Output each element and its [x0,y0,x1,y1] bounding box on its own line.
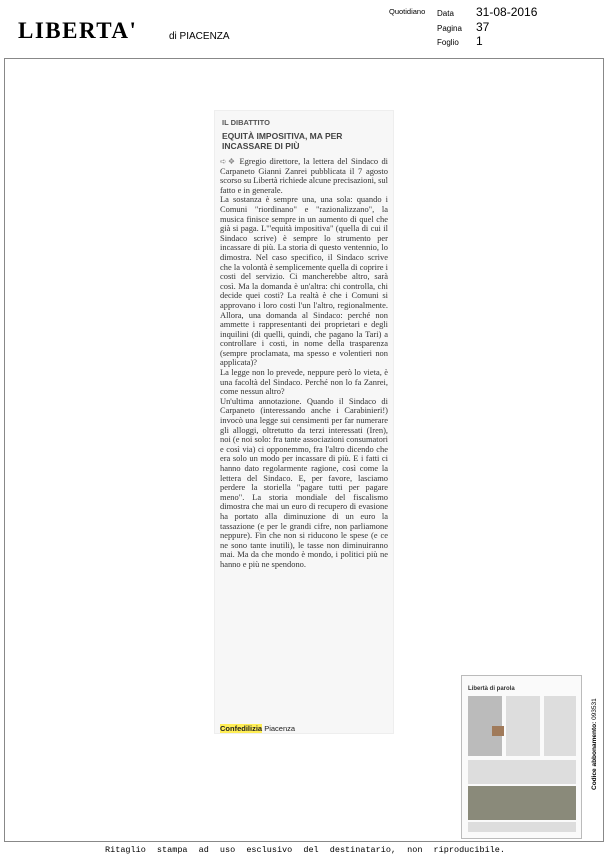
signature-organization: Confedilizia [220,724,263,733]
newspaper-logo-subtitle: di PIACENZA [169,31,230,42]
article-paragraph: La sostanza è sempre una, una sola: quando i Comuni "riordinano" e "razionalizzano", la musica finisce sempre in un aumento di quel che già si paga. L'"equità impositiva" (quella di cui il Sindaco scrive) è sempre lo strumento per incassare di più. La storia di questo ventennio, lo dimostra. Nel caso specifico, il Sindaco scrive che la volontà è semplicemente quella di coprire i costi del servizio. Ci mancherebbe altro, sarà così. Ma la domanda è un'altra: chi controlla, chi decide quei costi? La realtà è che i Comuni si approvano i loro costi l'un l'altro, regionalmente. Allora, una domanda al Sindaco: perché non ammette i rappresentanti dei proprietari e degli inquilini (di quelli, quindi, che pagano la Tari) a controllare i costi, in nome della trasparenza (sempre proclamata, ma spesso e volentieri non applicata)? [220,194,388,368]
publication-frequency: Quotidiano [389,7,426,16]
footer-notice: Ritaglio stampa ad uso esclusivo del destinatario, non riproducibile. [105,845,505,855]
page-value: 37 [476,20,490,34]
subscription-code: Codice abbonamento: 093531 [591,698,598,790]
article-headline: EQUITÀ IMPOSITIVA, MA PER INCASSARE DI PIÙ [222,131,343,151]
newspaper-logo: LIBERTA' [18,18,138,43]
sheet-value: 1 [476,34,483,48]
page-header [0,0,610,52]
date-label: Data [437,9,454,18]
thumbnail-masthead: Libertà di parola [468,686,515,692]
page-thumbnail [461,675,582,839]
article-paragraph: Un'ultima annotazione. Quando il Sindaco di Carpaneto (interessando anche i Carabinieri!) invocò una legge sui censimenti per far numerare gli alloggi, oltretutto da terzi interessati (Iren), noi (e noi solo: fra tante associazioni consumatori e così via) ci opponemmo, fra l'altro dicendo che era solo un modo per incassare di più. E i fatti ci hanno dato regolarmente ragione, così come la lettera del Sindaco. E, per favore, lasciamo perdere la storiella "pagare tutti per pagare meno". La storia mondiale del fiscalismo dimostra che mai un euro di recupero di evasione ha portato alla diminuzione di un euro la tassazione (e per le grandi cifre, non parliamone neppure). Fin che non si riducono le spese (e ce ne sono tante inutili), le tasse non diminuiranno mai. Ma da che mondo è mondo, i politici più ne hanno e più ne spendono. [220,395,389,569]
article-paragraph: ➪❖ Egregio direttore, la lettera del Sindaco di Carpaneto Gianni Zanrei pubblicata il 7 agosto scorso su Libertà richiede alcune precisazioni, sul fatto e in generale. [220,156,389,195]
page-label: Pagina [437,24,462,33]
signature-city: Piacenza [264,724,296,733]
date-value: 31-08-2016 [476,5,538,19]
article-kicker: IL DIBATTITO [222,118,270,127]
article-paragraph: La legge non lo prevede, neppure però lo vieta, è una facoltà del Sindaco. Perché non lo fa Zanrei, come nessun altro? [220,367,388,397]
article-signature [220,724,295,733]
quote-arrows-icon: ➪❖ [220,157,240,166]
article-body [220,157,388,570]
sheet-label: Foglio [437,38,459,47]
